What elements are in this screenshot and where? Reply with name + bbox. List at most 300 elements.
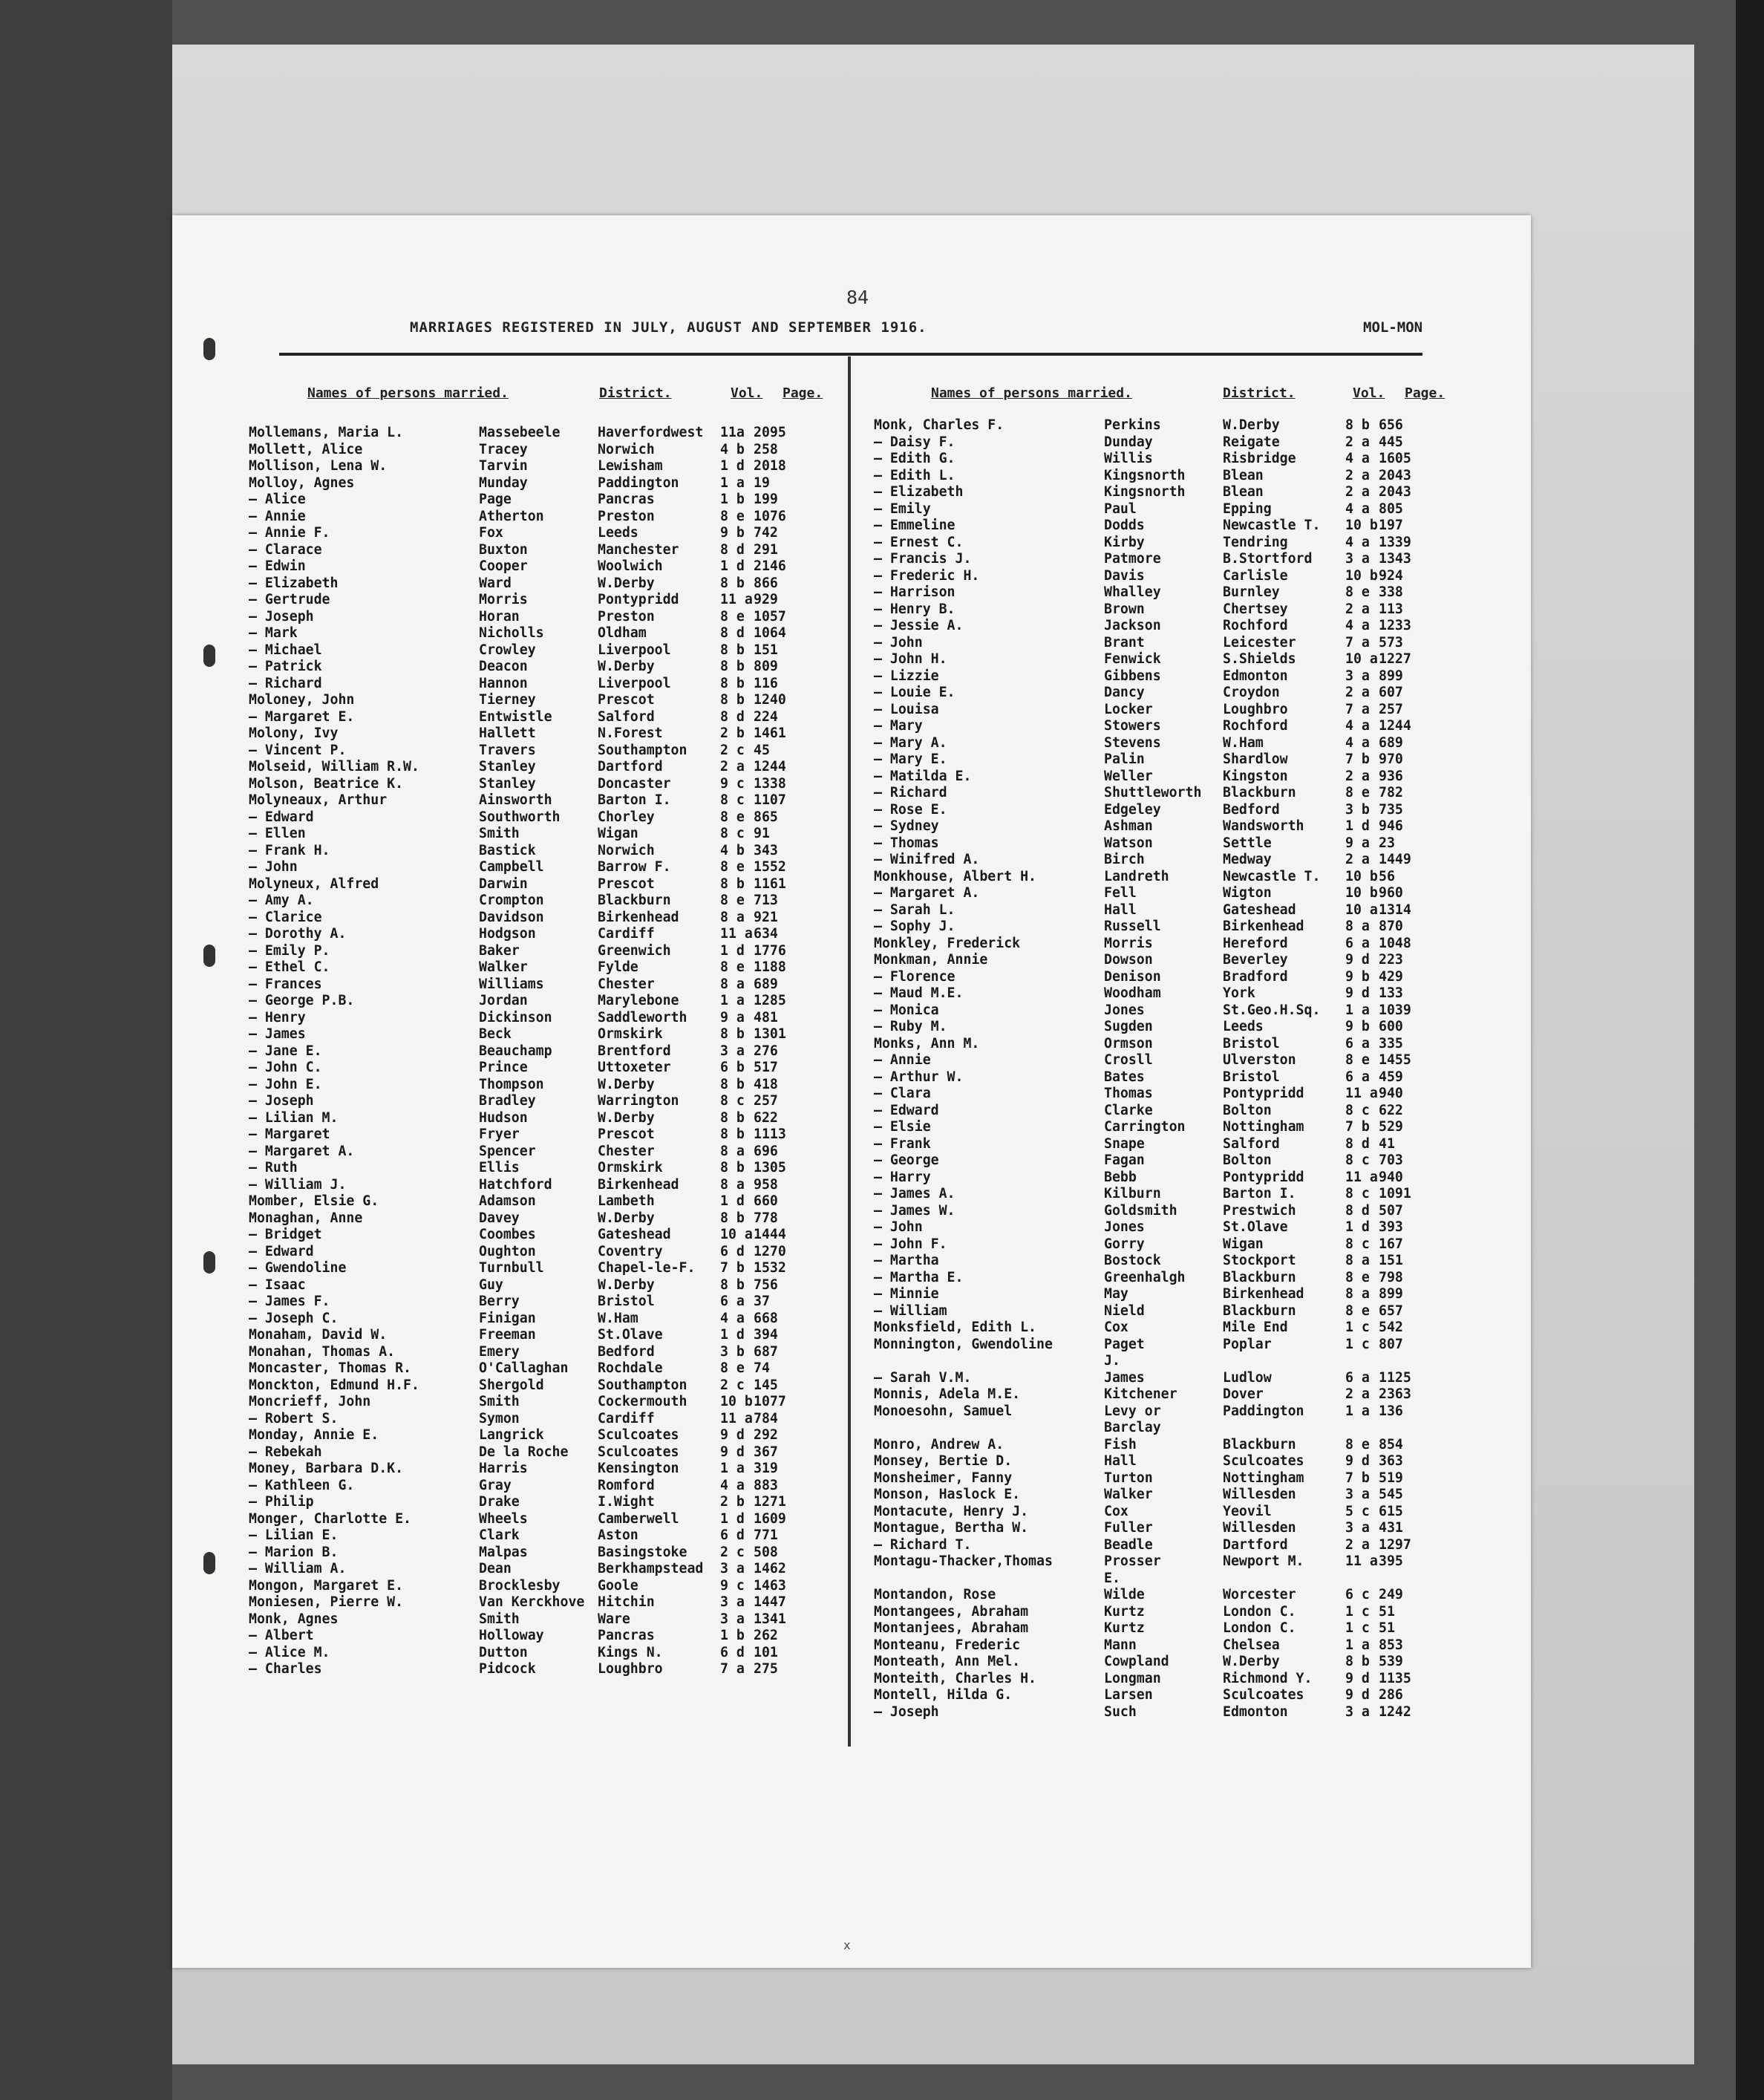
entry-vol: 1 a	[1345, 1002, 1370, 1018]
entry-district: Pontypridd	[1223, 1169, 1304, 1185]
entry-vol: 1 a	[720, 1461, 745, 1476]
entry-page: 199	[754, 492, 778, 507]
entry-spouse: Perkins	[1104, 417, 1161, 433]
entry-name: — Lizzie	[874, 668, 939, 684]
entry-vol: 9 d	[1345, 985, 1370, 1001]
entry-district: Loughbro	[1223, 701, 1288, 717]
entry-spouse: Tracey	[479, 441, 528, 457]
binder-hole	[203, 338, 215, 360]
entry-district: Blackburn	[598, 893, 671, 908]
surname-range: MOL-MON	[1363, 319, 1423, 336]
entry-vol: 4 b	[720, 441, 745, 457]
entry-spouse: Paget	[1104, 1336, 1145, 1352]
entry-spouse: Mann	[1104, 1637, 1137, 1653]
entry-name: Molseid, William R.W.	[249, 759, 419, 775]
entry-name: — Clarace	[249, 541, 322, 558]
entry-vol: 8 a	[720, 1143, 745, 1159]
entry-spouse: Emery	[479, 1343, 520, 1360]
entry-district: Bolton	[1223, 1102, 1272, 1118]
entry-spouse: Hodgson	[479, 926, 536, 942]
entry-name: Montague, Bertha W.	[874, 1520, 1029, 1536]
entry-district: W.Ham	[1223, 734, 1264, 751]
entry-vol: 9 d	[1345, 952, 1370, 968]
entry-page: 940	[1379, 1169, 1403, 1185]
entry-spouse: Hannon	[479, 675, 528, 691]
entry-district: Greenwich	[598, 942, 671, 959]
right-header-names: Names of persons married.	[931, 385, 1132, 401]
entry-name: — Frank H.	[249, 842, 330, 858]
entry-page: 133	[1379, 985, 1403, 1001]
entry-name: — William J.	[249, 1176, 347, 1193]
entry-name: Montell, Hilda G.	[874, 1687, 1013, 1703]
entry-spouse: Such	[1104, 1703, 1137, 1720]
entry-name: — Louisa	[874, 701, 939, 717]
entry-name: — Edward	[249, 1243, 314, 1259]
entry-district: Edmonton	[1223, 1703, 1288, 1720]
entry-vol: 8 c	[1345, 1102, 1370, 1118]
entry-district: Birkenhead	[598, 1176, 679, 1193]
entry-spouse: Brant	[1104, 634, 1145, 650]
entry-name: — Michael	[249, 642, 322, 658]
entry-spouse: Kurtz	[1104, 1620, 1145, 1636]
entry-district: Newcastle T.	[1223, 868, 1321, 884]
entry-page: 883	[754, 1477, 778, 1493]
entry-district: Ormskirk	[598, 1160, 663, 1175]
entry-spouse: Weller	[1104, 768, 1153, 784]
entry-vol: 10 b	[720, 1394, 753, 1409]
entry-spouse: Stanley	[479, 759, 536, 775]
entry-spouse: Ward	[479, 575, 512, 591]
entry-page: 262	[754, 1628, 778, 1643]
entry-page: 573	[1379, 634, 1403, 650]
entry-page: 445	[1379, 434, 1403, 450]
entry-vol: 3 a	[1345, 668, 1370, 684]
entry-district: Blackburn	[1223, 785, 1296, 800]
entry-page: 529	[1379, 1119, 1403, 1135]
entry-vol: 8 b	[720, 1076, 745, 1092]
entry-page: 865	[754, 809, 778, 825]
entry-spouse: Guy	[479, 1276, 503, 1293]
entry-vol: 8 e	[1345, 1302, 1370, 1319]
entry-page: 1305	[754, 1160, 786, 1175]
entry-district: Leeds	[598, 525, 638, 541]
entry-vol: 8 e	[720, 508, 745, 524]
entry-vol: 8 c	[720, 792, 745, 808]
entry-name: — Sophy J.	[874, 919, 956, 934]
entry-vol: 1 d	[720, 1193, 745, 1209]
entry-vol: 8 b	[720, 675, 745, 691]
entry-page: 51	[1379, 1620, 1395, 1636]
binder-hole	[203, 1251, 215, 1274]
entry-district: Newcastle T.	[1223, 518, 1321, 533]
entry-vol: 8 e	[720, 859, 745, 875]
entry-vol: 8 d	[1345, 1202, 1370, 1219]
entry-district: Prescot	[598, 692, 655, 708]
entry-page: 363	[1379, 1453, 1403, 1469]
entry-spouse: Dunday	[1104, 434, 1153, 450]
entry-vol: 8 a	[1345, 919, 1370, 934]
entry-district: W.Derby	[598, 575, 655, 591]
entry-page: 319	[754, 1461, 778, 1476]
entry-spouse: Williams	[479, 976, 544, 992]
entry-spouse: Ormson	[1104, 1035, 1153, 1051]
entry-name: — John	[874, 1219, 923, 1235]
entry-spouse: Crosll	[1104, 1052, 1153, 1068]
entry-vol: 2 c	[720, 1377, 745, 1393]
entry-vol: 8 d	[1345, 1135, 1370, 1152]
entry-name: — Henry B.	[874, 601, 956, 617]
entry-district: Aston	[598, 1527, 638, 1543]
entry-district: Liverpool	[598, 642, 671, 658]
entry-vol: 11 a	[1345, 1169, 1378, 1185]
entry-spouse: Berry	[479, 1294, 520, 1309]
entry-name: Moncrieff, John	[249, 1394, 371, 1409]
entry-district: Edmonton	[1223, 668, 1288, 684]
entry-spouse: Kitchener	[1104, 1386, 1177, 1402]
entry-vol: 8 e	[720, 893, 745, 908]
entry-spouse: Turnbull	[479, 1260, 544, 1276]
entry-district: Saddleworth	[598, 1009, 687, 1025]
entry-vol: 11a	[720, 425, 745, 440]
entry-page: 600	[1379, 1019, 1403, 1034]
entry-spouse: Hall	[1104, 1453, 1137, 1469]
entry-name: — Rebekah	[249, 1444, 322, 1460]
entry-name: — Lilian M.	[249, 1109, 339, 1126]
entry-spouse: Holloway	[479, 1628, 544, 1643]
entry-name: — Rose E.	[874, 801, 947, 818]
entry-vol: 4 a	[720, 1310, 745, 1326]
entry-district: Wigan	[598, 826, 638, 841]
entry-spouse: Van Kerckhove	[479, 1594, 585, 1610]
entry-name: — Monica	[874, 1002, 939, 1018]
entry-spouse: J.	[1104, 1353, 1120, 1369]
entry-page: 1447	[754, 1594, 786, 1610]
entry-district: Wandsworth	[1223, 818, 1304, 834]
entry-name: Momber, Elsie G.	[249, 1193, 379, 1209]
entry-vol: 8 e	[1345, 584, 1370, 600]
entry-name: — Florence	[874, 968, 956, 985]
entry-page: 37	[754, 1294, 770, 1309]
entry-spouse: Davis	[1104, 567, 1145, 584]
entry-name: — Mary A.	[874, 734, 947, 751]
entry-name: — Joseph	[249, 1093, 314, 1109]
entry-district: W.Derby	[1223, 417, 1280, 433]
entry-page: 1552	[754, 859, 786, 875]
entry-district: Prescot	[598, 1126, 655, 1142]
entry-vol: 9 b	[1345, 1019, 1370, 1034]
entry-name: Montagu-Thacker,Thomas	[874, 1553, 1053, 1569]
entry-district: Chelsea	[1223, 1637, 1280, 1653]
left-header-page: Page.	[783, 385, 823, 401]
entry-page: 958	[754, 1176, 778, 1193]
entry-district: Rochdale	[598, 1360, 663, 1376]
entry-vol: 11 a	[720, 592, 753, 607]
entry-district: Barrow F.	[598, 859, 671, 875]
entry-page: 519	[1379, 1470, 1403, 1486]
entry-spouse: Davey	[479, 1210, 520, 1226]
entry-spouse: Prince	[479, 1060, 528, 1075]
entry-district: Kensington	[598, 1461, 679, 1476]
entry-spouse: Jones	[1104, 1219, 1145, 1235]
entry-name: Monks, Ann M.	[874, 1035, 980, 1051]
entry-vol: 2 c	[720, 742, 745, 758]
entry-vol: 9 b	[720, 525, 745, 541]
entry-vol: 6 d	[720, 1644, 745, 1660]
entry-spouse: Smith	[479, 1611, 520, 1627]
entry-district: Cockermouth	[598, 1394, 687, 1409]
entry-name: Monckton, Edmund H.F.	[249, 1377, 419, 1393]
entry-vol: 6 d	[720, 1243, 745, 1259]
entry-page: 1161	[754, 875, 786, 892]
entry-spouse: Clark	[479, 1527, 520, 1543]
entry-page: 1242	[1379, 1703, 1411, 1720]
entry-district: Pancras	[598, 492, 655, 507]
entry-district: Prescot	[598, 875, 655, 892]
entry-name: Montanjees, Abraham	[874, 1620, 1029, 1636]
entry-name: — Kathleen G.	[249, 1477, 355, 1493]
entry-vol: 2 c	[720, 1544, 745, 1560]
entry-district: Haverfordwest	[598, 425, 704, 440]
entry-name: Monger, Charlotte E.	[249, 1510, 411, 1527]
entry-name: — George	[874, 1152, 939, 1168]
entry-page: 1113	[754, 1126, 786, 1142]
entry-spouse: Horan	[479, 608, 520, 625]
entry-district: Tendring	[1223, 534, 1288, 550]
entry-spouse: Southworth	[479, 809, 561, 825]
entry-page: 1444	[754, 1227, 786, 1242]
entry-spouse: Stevens	[1104, 734, 1161, 751]
entry-vol: 2 a	[1345, 1536, 1370, 1553]
entry-district: Carlisle	[1223, 567, 1288, 584]
entry-vol: 1 a	[720, 475, 745, 491]
entry-vol: 3 a	[720, 1611, 745, 1627]
entry-name: — Thomas	[874, 835, 939, 851]
entry-name: — Joseph C.	[249, 1310, 339, 1326]
entry-spouse: Nicholls	[479, 625, 544, 641]
entry-name: Mollemans, Maria L.	[249, 425, 404, 440]
entry-vol: 10 b	[1345, 868, 1378, 884]
entry-name: — John F.	[874, 1236, 947, 1252]
entry-vol: 7 b	[720, 1260, 745, 1276]
entry-vol: 9 d	[720, 1427, 745, 1443]
entry-vol: 8 b	[720, 575, 745, 591]
entry-district: Birkenhead	[598, 909, 679, 925]
entry-district: St.Olave	[1223, 1219, 1288, 1235]
entry-name: Moncaster, Thomas R.	[249, 1360, 411, 1376]
entry-vol: 2 b	[720, 725, 745, 741]
entry-vol: 8 b	[1345, 417, 1370, 433]
entry-spouse: Bates	[1104, 1069, 1145, 1085]
entry-district: Bristol	[598, 1294, 655, 1309]
entry-page: 1240	[754, 692, 786, 708]
entry-district: Salford	[598, 708, 655, 725]
film-background-left	[0, 0, 172, 2100]
entry-vol: 8 b	[720, 1210, 745, 1226]
entry-name: — Edward	[874, 1102, 939, 1118]
entry-district: Berkhampstead	[598, 1561, 704, 1576]
entry-vol: 8 b	[720, 659, 745, 674]
entry-spouse: Crowley	[479, 642, 536, 658]
entry-name: Monsey, Bertie D.	[874, 1453, 1013, 1469]
entry-district: Chester	[598, 1143, 655, 1159]
entry-district: Blackburn	[1223, 1302, 1296, 1319]
entry-spouse: Tierney	[479, 692, 536, 708]
entry-district: Preston	[598, 508, 655, 524]
entry-spouse: Snape	[1104, 1135, 1145, 1152]
entry-spouse: Langrick	[479, 1427, 544, 1443]
entry-vol: 1 d	[1345, 1219, 1370, 1235]
entry-spouse: Hallett	[479, 725, 536, 741]
entry-spouse: Willis	[1104, 451, 1153, 466]
entry-vol: 2 a	[720, 759, 745, 775]
entry-name: Molony, Ivy	[249, 725, 339, 741]
entry-name: — Joseph	[249, 608, 314, 625]
footer-mark: x	[843, 1938, 851, 1952]
entry-district: Lambeth	[598, 1193, 655, 1209]
entry-spouse: Birch	[1104, 852, 1145, 867]
entry-name: — Gertrude	[249, 592, 330, 607]
entry-vol: 7 a	[720, 1661, 745, 1677]
entry-vol: 9 b	[1345, 968, 1370, 985]
entry-name: — Clara	[874, 1086, 931, 1101]
entry-page: 394	[754, 1327, 778, 1343]
entry-vol: 1 c	[1345, 1320, 1370, 1335]
entry-page: 2018	[754, 458, 786, 474]
entry-spouse: Fenwick	[1104, 651, 1161, 667]
entry-page: 798	[1379, 1269, 1403, 1285]
entry-spouse: Walker	[479, 959, 528, 975]
entry-name: Monaham, David W.	[249, 1327, 388, 1343]
entry-district: Barton I.	[1223, 1186, 1296, 1201]
entry-vol: 8 c	[720, 826, 745, 841]
entry-vol: 10 a	[1345, 651, 1378, 667]
entry-spouse: Ainsworth	[479, 792, 552, 808]
entry-spouse: Beadle	[1104, 1536, 1153, 1553]
entry-spouse: Beauchamp	[479, 1043, 552, 1059]
entry-spouse: Carrington	[1104, 1119, 1186, 1135]
entry-district: Ware	[598, 1611, 630, 1627]
entry-vol: 6 a	[1345, 1069, 1370, 1085]
entry-spouse: Smith	[479, 826, 520, 841]
entry-name: Mollett, Alice	[249, 441, 363, 457]
entry-name: — Gwendoline	[249, 1260, 347, 1276]
entry-name: — William A.	[249, 1561, 347, 1576]
entry-district: Chapel-le-F.	[598, 1260, 696, 1276]
entry-page: 258	[754, 441, 778, 457]
entry-vol: 9 d	[1345, 1670, 1370, 1686]
entry-spouse: Freeman	[479, 1327, 536, 1343]
entry-vol: 6 a	[1345, 1369, 1370, 1386]
entry-page: 19	[754, 475, 770, 491]
entry-spouse: Gorry	[1104, 1236, 1145, 1252]
entry-page: 335	[1379, 1035, 1403, 1051]
entry-district: St.Geo.H.Sq.	[1223, 1002, 1321, 1018]
entry-vol: 1 a	[1345, 1403, 1370, 1419]
entry-spouse: Watson	[1104, 835, 1153, 851]
entry-name: Money, Barbara D.K.	[249, 1461, 404, 1476]
entry-district: Bedford	[1223, 801, 1280, 818]
entry-page: 1244	[1379, 718, 1411, 734]
entry-district: W.Derby	[1223, 1654, 1280, 1669]
entry-spouse: Locker	[1104, 701, 1153, 717]
entry-spouse: Drake	[479, 1494, 520, 1510]
entry-page: 771	[754, 1527, 778, 1543]
entry-name: — Edith L.	[874, 467, 956, 483]
entry-district: Blean	[1223, 467, 1264, 483]
entry-district: Birkenhead	[1223, 919, 1304, 934]
entry-page: 74	[754, 1360, 770, 1376]
entry-name: — John C.	[249, 1060, 322, 1075]
entry-spouse: Atherton	[479, 508, 544, 524]
entry-page: 689	[1379, 734, 1403, 751]
entry-district: Warrington	[598, 1093, 679, 1109]
entry-spouse: Cowpland	[1104, 1654, 1169, 1669]
entry-page: 1076	[754, 508, 786, 524]
entry-page: 249	[1379, 1587, 1403, 1602]
entry-name: — James	[249, 1026, 306, 1042]
entry-name: — Daisy F.	[874, 434, 956, 450]
entry-name: — Dorothy A.	[249, 926, 347, 942]
entry-vol: 9 c	[720, 775, 745, 792]
entry-vol: 4 a	[1345, 500, 1370, 517]
right-header-page: Page.	[1405, 385, 1446, 401]
entry-district: Willesden	[1223, 1520, 1296, 1536]
entry-page: 735	[1379, 801, 1403, 818]
entry-vol: 1 c	[1345, 1336, 1370, 1352]
entry-district: Dartford	[598, 759, 663, 775]
entry-page: 784	[754, 1410, 778, 1426]
entry-spouse: Pidcock	[479, 1661, 536, 1677]
entry-district: Croydon	[1223, 685, 1280, 700]
entry-district: Goole	[598, 1577, 638, 1594]
entry-page: 854	[1379, 1436, 1403, 1452]
entry-district: Oldham	[598, 625, 647, 641]
entry-name: Monro, Andrew A.	[874, 1436, 1004, 1452]
entry-spouse: Dancy	[1104, 685, 1145, 700]
entry-page: 866	[754, 575, 778, 591]
entry-spouse: Ashman	[1104, 818, 1153, 834]
entry-district: Blackburn	[1223, 1436, 1296, 1452]
entry-spouse: Kurtz	[1104, 1603, 1145, 1620]
entry-vol: 8 c	[720, 1093, 745, 1109]
entry-district: London C.	[1223, 1620, 1296, 1636]
entry-spouse: Morris	[479, 592, 528, 607]
entry-vol: 1 b	[720, 1628, 745, 1643]
entry-name: — William	[874, 1302, 947, 1319]
entry-district: W.Derby	[598, 1276, 655, 1293]
entry-district: Bedford	[598, 1343, 655, 1360]
entry-page: 899	[1379, 668, 1403, 684]
entry-district: Pancras	[598, 1628, 655, 1643]
entry-vol: 9 d	[1345, 1687, 1370, 1703]
entry-district: Liverpool	[598, 675, 671, 691]
entry-page: 276	[754, 1043, 778, 1059]
entry-name: Molloy, Agnes	[249, 475, 355, 491]
entry-page: 1125	[1379, 1369, 1411, 1386]
entry-spouse: Sugden	[1104, 1019, 1153, 1034]
entry-vol: 8 e	[1345, 1052, 1370, 1068]
entry-page: 936	[1379, 768, 1403, 784]
entry-spouse: Cox	[1104, 1320, 1128, 1335]
entry-page: 481	[754, 1009, 778, 1025]
entry-page: 517	[754, 1060, 778, 1075]
entry-name: — Winifred A.	[874, 852, 980, 867]
entry-page: 223	[1379, 952, 1403, 968]
entry-spouse: Longman	[1104, 1670, 1161, 1686]
entry-district: Risbridge	[1223, 451, 1296, 466]
entry-page: 2043	[1379, 484, 1411, 500]
entry-name: — Ernest C.	[874, 534, 964, 550]
